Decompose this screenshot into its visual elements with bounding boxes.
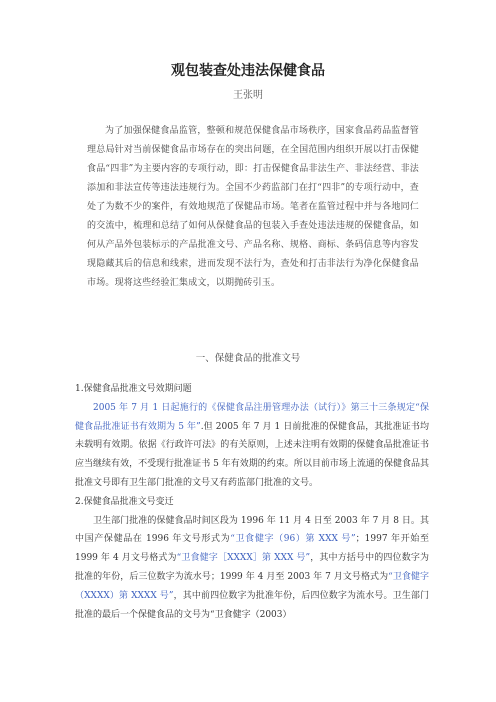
abstract-text: 为了加强保健食品监管，整顿和规范保健食品市场秩序，国家食品药品监督管理总局针对当前保健食品市场存在的突出问题，在全国范围内组织开展以打击保健食品“四非”为主要内容的专项行动，即：打击保健食品非法生产、非法经营、非法添加和非法宣传等违法违规行为。全国不少药监部门在打“四非”的专项行动中，查处了为数不少的案件，有效地规范了保健品市场。笔者在监管过程中并与各地同仁的交流中，梳理和总结了如何从保健食品的包装入手查处违法违规的保健食品，如何从产品外包装标示的产品批准文号、产品名称、规格、商标、条码信息等内容发现隐藏其后的信息和线索，进而发现不法行为，查处和打击非法行为净化保健食品市场。现将这些经验汇集成文，以期抛砖引玉。 bbox=[87, 126, 419, 288]
paragraph-1-rest: .但 2005 年 7 月 1 日前批准的保健食品，其批准证书均未载明有效期。依据《行政许可法》的有关原则，上述未注明有效期的保健食品批准证书应当继续有效，不受现行批准证书 5 年有效期的约束。所以目前市场上流通的保健食品其批准文号即有卫生部门批准的文号又有药监部门批准的文号。 bbox=[75, 421, 429, 488]
format-1996: “卫食健字（96）第 XXX 号” bbox=[230, 534, 356, 545]
p2-e: ，其中方括号中的四位数字为批准的年份，后三位数字为流水号；1999 年 4 月至 2003 年 7 月文号格式为 bbox=[75, 553, 429, 582]
format-1999: “卫食健字（XXXX）第 XXXX 号” bbox=[75, 571, 429, 601]
p2-c: ；1997 年开始至 1999 年 4 月文号格式为 bbox=[75, 534, 429, 564]
author-name: 王张明 bbox=[233, 90, 263, 101]
p2-a: 卫生部门批准的保健食品时间区段为 1996 年 11 月 4 日至 2003 年 7 月 8 日。其中国产保健品在 1996 年文号形式为 bbox=[75, 515, 429, 545]
document-title: 观包装查处违法保健食品 bbox=[171, 63, 325, 79]
section-heading: 一、保健食品的批准文号 bbox=[195, 353, 301, 364]
subheading-2: 2.保健食品批准文号变迁 bbox=[75, 496, 174, 507]
paragraph-1 bbox=[75, 399, 429, 493]
abstract bbox=[87, 122, 419, 293]
body-text bbox=[75, 380, 429, 624]
regulation-quote: 2005 年 7 月 1 日起施行的《保健食品注册管理办法（试行）》第三十三条规定“保健食品批准证书有效期为 5 年” bbox=[75, 402, 429, 432]
format-1997: “卫食健字［XXXX］第 XXX 号” bbox=[176, 553, 311, 564]
p2-g: ，其中前四位数字为批准年份，后四位数字为流水号。卫生部门批准的最后一个保健食品的文号为“卫食健字（2003） bbox=[75, 590, 429, 620]
paragraph-2 bbox=[75, 512, 429, 625]
subheading-1: 1.保健食品批准文号效期问题 bbox=[75, 384, 192, 394]
